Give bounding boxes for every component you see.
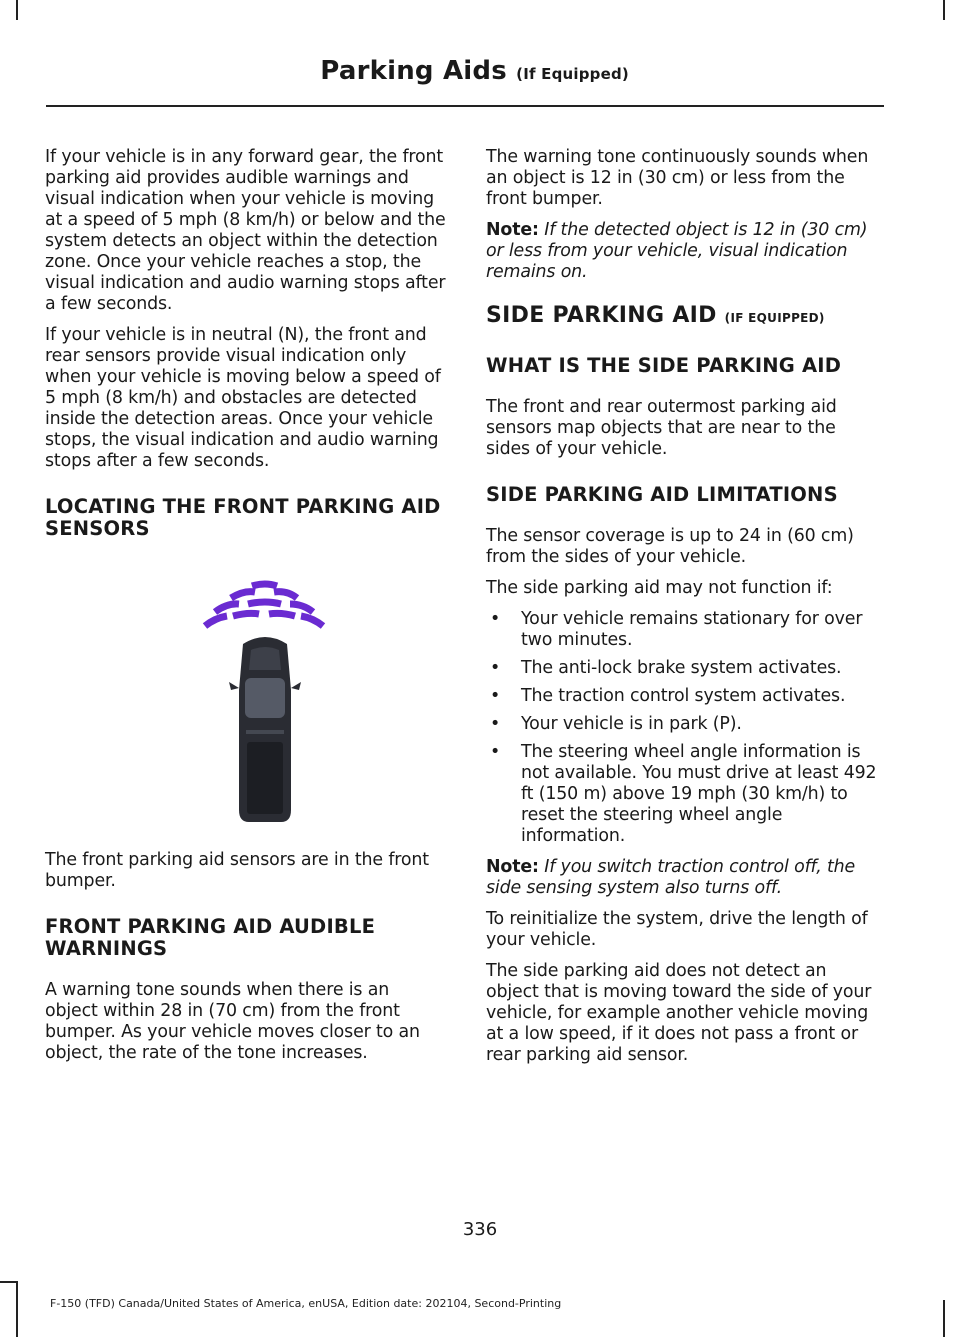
major-heading-sub: (IF EQUIPPED) [724, 311, 825, 325]
note [486, 220, 882, 283]
bullet: • [490, 742, 501, 762]
crop-mark [16, 1281, 18, 1337]
section-heading: WHAT IS THE SIDE PARKING AID [486, 354, 842, 377]
note-text: If you switch traction control off, the side sensing system also turns off. [486, 857, 856, 898]
bullet: • [490, 714, 501, 734]
list-item-text: The steering wheel angle information is not available. You must drive at least 492 ft (150 m) above 19 mph (30 km/h) to reset the steering wheel angle information. [521, 742, 877, 846]
header-rule [46, 105, 884, 107]
paragraph: If your vehicle is in neutral (N), the front and rear sensors provide visual indication only when your vehicle is moving below a speed of 5 mph (8 km/h) and obstacles are detected inside the detection areas. Once your vehicle stops, the visual indication and audio warning stops after a few seconds. [45, 325, 441, 471]
paragraph: The side parking aid does not detect an object that is moving toward the side of your vehicle, for example another vehicle moving at a low speed, if it does not pass a front or rear parking aid sensor. [486, 961, 872, 1065]
list-item-text: The anti-lock brake system activates. [521, 658, 842, 678]
list-item-text: Your vehicle is in park (P). [521, 714, 742, 734]
page-title [320, 56, 629, 86]
section-heading: LOCATING THE FRONT PARKING AID SENSORS [45, 495, 441, 540]
paragraph: A warning tone sounds when there is an object within 28 in (70 cm) from the front bumper. As your vehicle moves closer to an object, the rate of the tone increases. [45, 980, 420, 1063]
section-heading: FRONT PARKING AID AUDIBLE WARNINGS [45, 915, 376, 960]
note-text: If the detected object is 12 in (30 cm) or less from your vehicle, visual indication remains on. [486, 220, 868, 282]
paragraph: The side parking aid may not function if: [486, 578, 833, 598]
major-heading-title: SIDE PARKING AID [486, 303, 717, 328]
left-column [45, 147, 447, 1074]
vehicle-sensor-illustration [45, 560, 447, 830]
pickup-truck [229, 637, 301, 822]
list-item [486, 609, 882, 651]
page-title-sub: (If Equipped) [516, 65, 629, 83]
paragraph: The sensor coverage is up to 24 in (60 cm) from the sides of your vehicle. [486, 526, 854, 567]
page-title-main: Parking Aids [320, 56, 507, 86]
sensor-arcs [205, 584, 323, 626]
sensor-figure [45, 560, 447, 830]
list-item-text: Your vehicle remains stationary for over two minutes. [521, 609, 863, 650]
limitations-list [486, 609, 882, 847]
list-item [486, 658, 882, 679]
note-label: Note: [486, 857, 539, 877]
crop-mark [16, 0, 18, 20]
paragraph: The front and rear outermost parking aid sensors map objects that are near to the sides of your vehicle. [486, 397, 837, 459]
footer-text: F-150 (TFD) Canada/United States of America, enUSA, Edition date: 202104, Second-Printing [50, 1297, 562, 1310]
page-number: 336 [462, 1219, 498, 1240]
list-item-text: The traction control system activates. [521, 686, 846, 706]
bullet: • [490, 609, 501, 629]
crop-mark [0, 1281, 16, 1283]
crop-mark [943, 1300, 945, 1337]
paragraph: If your vehicle is in any forward gear, the front parking aid provides audible warnings and visual indication when your vehicle is moving at a speed of 5 mph (8 km/h) or below and the system detects an object within the detection zone. Once your vehicle reaches a stop, the visual indication and audio warning stops after a few seconds. [45, 147, 446, 314]
bullet: • [490, 686, 501, 706]
crop-mark [943, 0, 945, 20]
paragraph: The warning tone continuously sounds when an object is 12 in (30 cm) or less from the front bumper. [486, 147, 869, 209]
list-item [486, 742, 882, 847]
list-item [486, 686, 882, 707]
section-heading: SIDE PARKING AID LIMITATIONS [486, 483, 838, 506]
list-item [486, 714, 882, 735]
paragraph: To reinitialize the system, drive the length of your vehicle. [486, 909, 868, 950]
bullet: • [490, 658, 501, 678]
note [486, 857, 882, 899]
major-heading [486, 303, 882, 331]
right-column [486, 147, 882, 1076]
paragraph: The front parking aid sensors are in the front bumper. [45, 850, 429, 891]
note-label: Note: [486, 220, 539, 240]
